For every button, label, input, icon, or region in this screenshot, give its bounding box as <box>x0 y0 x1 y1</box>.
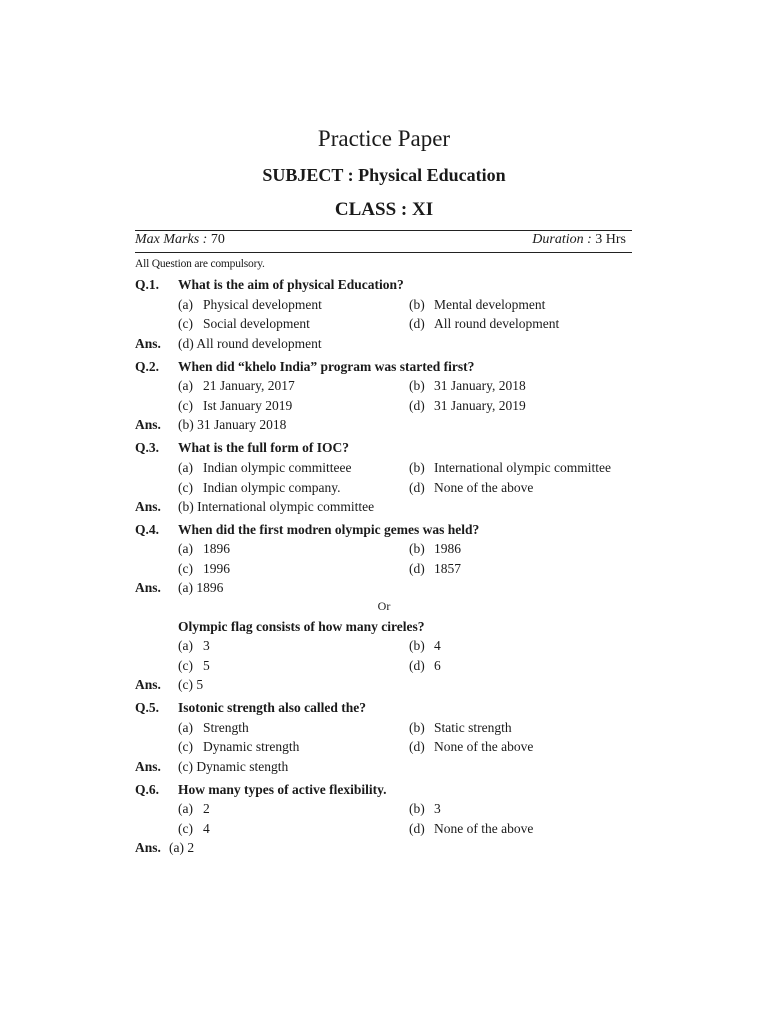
answer-text: (b) 31 January 2018 <box>178 417 287 432</box>
answer-label: Ans. <box>135 677 161 692</box>
option-b: (b) 31 January, 2018 <box>409 378 526 393</box>
answer <box>135 759 288 779</box>
question-text: What is the aim of physical Education? <box>178 277 404 292</box>
option-d: (d) None of the above <box>409 480 534 495</box>
question-heading <box>135 782 632 802</box>
max-marks-label: Max Marks : <box>135 232 208 247</box>
answer-text: (c) Dynamic stength <box>178 759 289 774</box>
answer-label: Ans. <box>135 336 161 351</box>
instructions: All Question are compulsory. <box>135 258 265 270</box>
duration-value: 3 Hrs <box>595 232 626 247</box>
option-row <box>178 480 638 500</box>
option-a: (a) Physical development <box>178 297 322 312</box>
option-a: (a) 2 <box>178 801 210 816</box>
question-heading <box>135 277 632 297</box>
class-heading: CLASS : XI <box>334 199 434 220</box>
option-row <box>178 460 638 480</box>
or-separator: Or <box>377 599 391 613</box>
option-b: (b) Static strength <box>409 720 512 735</box>
option-a: (a) 1896 <box>178 541 230 556</box>
answer-label: Ans. <box>135 580 161 595</box>
answer <box>135 417 286 437</box>
answer <box>135 677 203 697</box>
option-row <box>178 658 638 678</box>
max-marks <box>135 232 225 248</box>
option-c: (c) Dynamic strength <box>178 739 300 754</box>
alt-question-heading <box>135 619 632 639</box>
answer-label: Ans. <box>135 840 161 855</box>
answer-label: Ans. <box>135 499 161 514</box>
question-text: What is the full form of IOC? <box>178 440 349 455</box>
option-row <box>178 739 638 759</box>
question-text: Isotonic strength also called the? <box>178 700 366 715</box>
option-c: (c) Indian olympic company. <box>178 480 341 495</box>
option-row <box>178 821 638 841</box>
duration <box>532 232 626 248</box>
bottom-divider <box>135 252 632 253</box>
question-heading <box>135 522 632 542</box>
option-a: (a) Indian olympic committeee <box>178 460 352 475</box>
answer-text: (a) 2 <box>169 840 195 855</box>
option-d: (d) 6 <box>409 658 441 673</box>
option-b: (b) 3 <box>409 801 441 816</box>
question-heading <box>135 700 632 720</box>
answer <box>135 580 223 600</box>
answer-text: (d) All round development <box>178 336 322 351</box>
option-d: (d) All round development <box>409 316 560 331</box>
option-d: (d) None of the above <box>409 821 534 836</box>
answer-text: (a) 1896 <box>178 580 224 595</box>
option-c: (c) 4 <box>178 821 210 836</box>
option-row <box>178 720 638 740</box>
option-a: (a) 21 January, 2017 <box>178 378 295 393</box>
question-number: Q.1. <box>135 277 160 292</box>
question-text: How many types of active flexibility. <box>178 782 387 797</box>
option-row <box>178 316 638 336</box>
question-number: Q.2. <box>135 359 160 374</box>
answer-text: (b) International olympic committee <box>178 499 375 514</box>
option-row <box>178 378 638 398</box>
option-c: (c) Ist January 2019 <box>178 398 293 413</box>
answer <box>135 840 194 860</box>
option-b: (b) 4 <box>409 638 441 653</box>
duration-label: Duration : <box>532 232 592 247</box>
option-row <box>178 297 638 317</box>
max-marks-value: 70 <box>210 232 225 247</box>
question-number: Q.6. <box>135 782 160 797</box>
question-number: Q.5. <box>135 700 160 715</box>
option-b: (b) 1986 <box>409 541 461 556</box>
option-c: (c) Social development <box>178 316 310 331</box>
question-number: Q.4. <box>135 522 160 537</box>
option-row <box>178 638 638 658</box>
question-number: Q.3. <box>135 440 160 455</box>
answer-text: (c) 5 <box>178 677 204 692</box>
question-text: Olympic flag consists of how many cireles? <box>178 619 425 634</box>
question-heading <box>135 440 632 460</box>
option-a: (a) 3 <box>178 638 210 653</box>
answer <box>135 336 322 356</box>
option-row <box>178 541 638 561</box>
option-row <box>178 561 638 581</box>
question-heading <box>135 359 632 379</box>
answer-label: Ans. <box>135 759 161 774</box>
option-a: (a) Strength <box>178 720 249 735</box>
option-b: (b) International olympic committee <box>409 460 611 475</box>
option-b: (b) Mental development <box>409 297 546 312</box>
subject-heading: SUBJECT : Physical Education <box>262 165 506 185</box>
question-text: When did “khelo India” program was started first? <box>178 359 475 374</box>
option-row <box>178 398 638 418</box>
question-text: When did the first modren olympic gemes was held? <box>178 522 480 537</box>
option-row <box>178 801 638 821</box>
option-d: (d) None of the above <box>409 739 534 754</box>
answer-label: Ans. <box>135 417 161 432</box>
option-c: (c) 5 <box>178 658 210 673</box>
top-divider <box>135 230 632 231</box>
option-d: (d) 31 January, 2019 <box>409 398 526 413</box>
option-c: (c) 1996 <box>178 561 230 576</box>
option-d: (d) 1857 <box>409 561 461 576</box>
answer <box>135 499 374 519</box>
page-title: Practice Paper <box>317 126 451 151</box>
